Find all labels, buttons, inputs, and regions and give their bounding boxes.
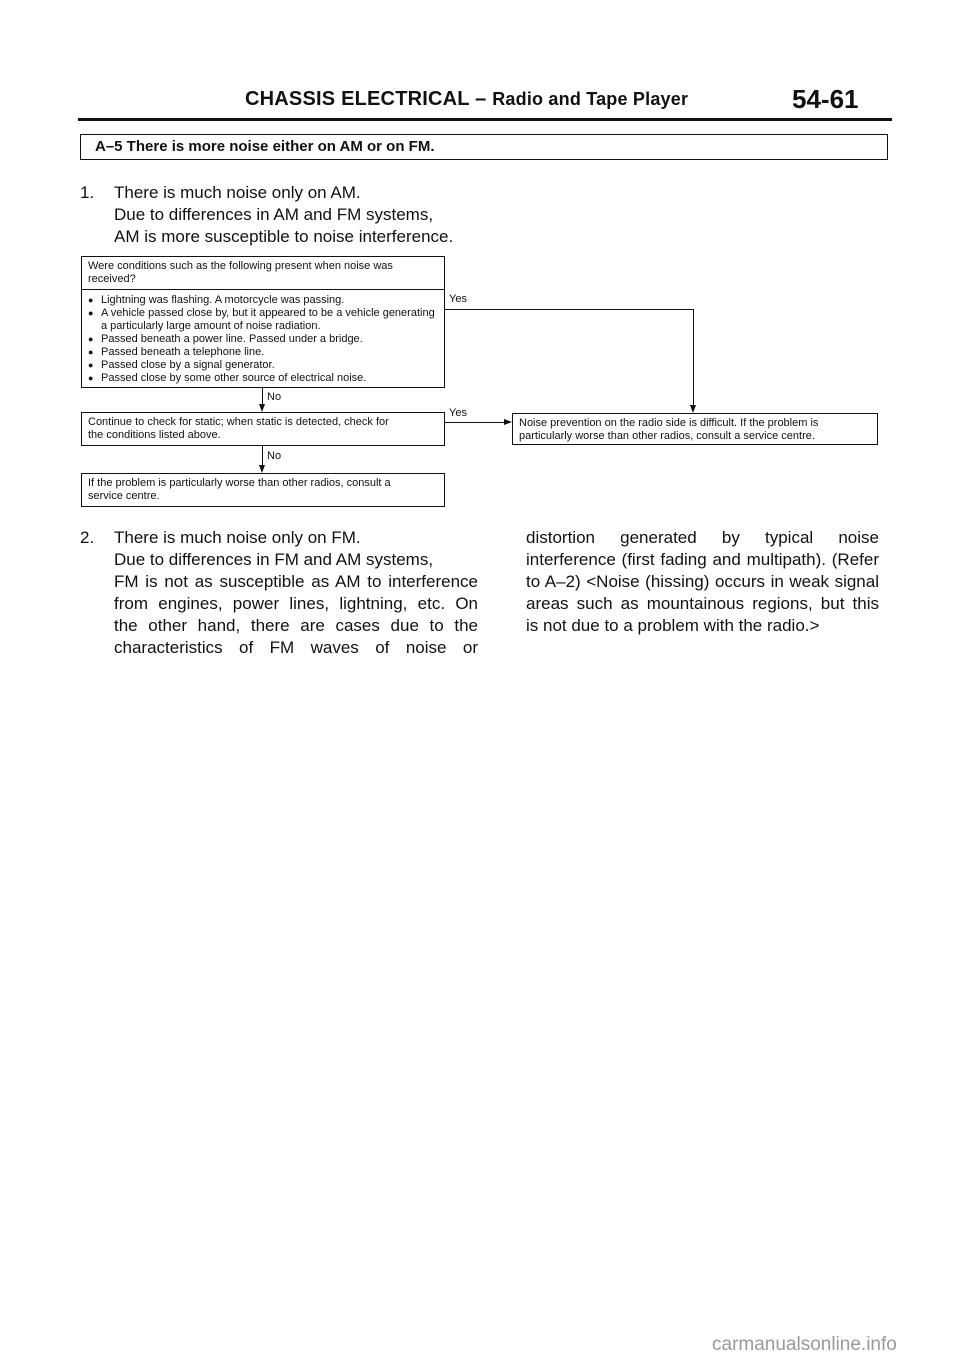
flow-condition-item: ● A vehicle passed close by, but it appeared to be a vehicle generating a particularly large amount of noise radiation. (88, 307, 439, 333)
flow-continue-box (81, 412, 445, 446)
item-1-number: 1. (80, 183, 95, 202)
flow-final-line: If the problem is particularly worse than other radios, consult a (88, 477, 391, 489)
page-header-title (245, 88, 688, 111)
flow-yes-label: Yes (449, 293, 467, 305)
flow-arrow-down-icon (690, 405, 696, 413)
section-title-box (80, 134, 888, 160)
flow-arrow-down-icon (259, 404, 265, 412)
item-2-text (114, 527, 478, 659)
header-dash: – (475, 88, 487, 110)
item-2-line: There is much noise only on FM. (114, 528, 361, 547)
flow-yes-connector (445, 422, 505, 423)
flow-conditions-list (88, 294, 439, 385)
item-1-line: Due to differences in AM and FM systems, (114, 205, 434, 224)
item-2-line: FM is not as susceptible as AM to interference (114, 572, 478, 591)
item-2-number: 2. (80, 528, 95, 547)
flow-no-connector (262, 446, 263, 466)
flow-final-line: service centre. (88, 490, 160, 502)
item-2 (80, 527, 478, 667)
header-main-title: CHASSIS ELECTRICAL (245, 88, 470, 110)
item-2-line: characteristics of FM waves of noise or (114, 638, 478, 657)
item-2-line: from engines, power lines, lightning, etc. On (114, 594, 478, 613)
flow-question-line: received? (88, 273, 136, 285)
flow-yes-connector (693, 309, 694, 406)
flow-condition-item: ● Passed close by some other source of electrical noise. (88, 372, 439, 385)
flow-question-line: Were conditions such as the following present when noise was (88, 260, 393, 272)
header-subtitle: Radio and Tape Player (492, 89, 689, 109)
flow-conditions-box (81, 289, 445, 388)
flow-condition-item: ● Passed beneath a power line. Passed under a bridge. (88, 333, 439, 346)
item-2-line: the other hand, there are cases due to the (114, 616, 478, 635)
flow-noise-prevention-box (512, 413, 878, 445)
flow-arrow-right-icon (504, 419, 512, 425)
flow-continue-line: Continue to check for static; when static is detected, check for (88, 416, 389, 428)
item-2-line: Due to differences in FM and AM systems, (114, 550, 434, 569)
item-1-text (114, 182, 453, 248)
item-2-continued-line: to A–2) <Noise (hissing) occurs in weak signal (526, 572, 879, 591)
flow-noise-prevention-line: Noise prevention on the radio side is difficult. If the problem is (519, 417, 819, 429)
watermark: carmanualsonline.info (712, 1334, 897, 1355)
item-2-continued-line: is not due to a problem with the radio.> (526, 616, 820, 635)
flow-no-label: No (267, 391, 282, 403)
flow-no-connector (262, 388, 263, 405)
section-title: A–5 There is more noise either on AM or on FM. (95, 138, 435, 155)
flow-condition-item: ● Passed close by a signal generator. (88, 359, 439, 372)
flow-condition-item: ● Lightning was flashing. A motorcycle was passing. (88, 294, 439, 307)
item-2-continued (526, 527, 879, 647)
flow-question-box (81, 256, 445, 290)
item-2-continued-line: areas such as mountainous regions, but this (526, 594, 879, 613)
flow-noise-prevention-line: particularly worse than other radios, consult a service centre. (519, 430, 815, 442)
page-number: 54-61 (792, 84, 859, 114)
item-1-line: AM is more susceptible to noise interference. (114, 227, 454, 246)
flow-final-box (81, 473, 445, 507)
item-2-continued-line: distortion generated by typical noise (526, 528, 879, 547)
item-2-continued-line: interference (first fading and multipath). (Refer (526, 550, 879, 569)
flow-no-label: No (267, 450, 282, 462)
flow-arrow-down-icon (259, 465, 265, 473)
flow-condition-item: ● Passed beneath a telephone line. (88, 346, 439, 359)
flow-yes-label: Yes (449, 407, 467, 419)
flow-continue-line: the conditions listed above. (88, 429, 221, 441)
header-rule (78, 118, 892, 121)
item-1-line: There is much noise only on AM. (114, 183, 361, 202)
item-1 (80, 182, 480, 252)
flow-yes-connector (445, 309, 694, 310)
